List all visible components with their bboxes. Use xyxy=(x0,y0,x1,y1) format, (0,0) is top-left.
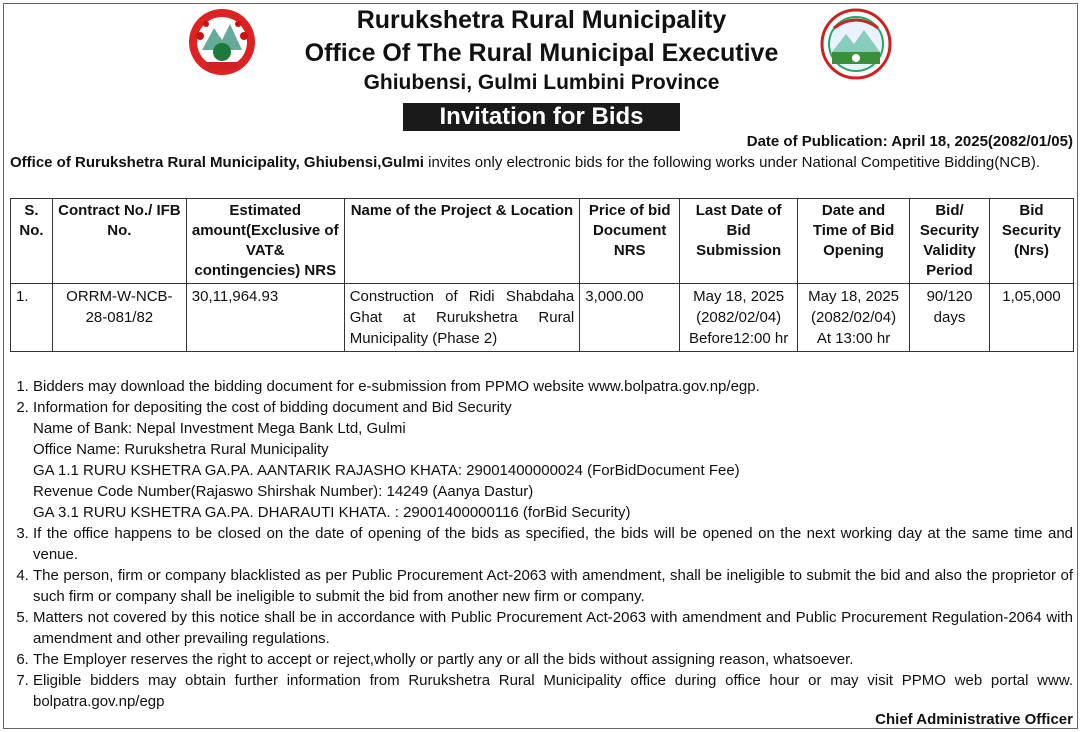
list-item: 5. Matters not covered by this notice shall be in accordance with Public Procurement Act-2063 with amendment and Public Procurement Regulation-2064 with amendment and other prevailing regulations. xyxy=(33,607,1073,649)
office-name-line: Office Name: Rurukshetra Rural Municipality xyxy=(33,441,329,458)
intro-office: Office of Rurukshetra Rural Municipality, Ghiubensi,Gulmi xyxy=(10,154,424,171)
municipality-name: Rurukshetra Rural Municipality xyxy=(356,6,727,34)
col-header-price: Price of bid Document NRS xyxy=(580,199,680,284)
col-header-project: Name of the Project & Location xyxy=(344,199,580,284)
cell-sno: 1. xyxy=(11,284,53,352)
col-header-amount: Estimated amount(Exclusive of VAT& contingencies) NRS xyxy=(186,199,344,284)
account-document-fee: GA 1.1 RURU KSHETRA GA.PA. AANTARIK RAJASHO KHATA: 29001400000024 (ForBidDocument Fee) xyxy=(33,462,740,479)
cell-validity: 90/120 days xyxy=(910,284,990,352)
col-header-opening: Date and Time of Bid Opening xyxy=(798,199,910,284)
table-header-row xyxy=(11,199,1074,284)
cell-security: 1,05,000 xyxy=(989,284,1073,352)
note-2-heading: Information for depositing the cost of bidding document and Bid Security xyxy=(33,399,512,416)
office-name: Office Of The Rural Municipal Executive xyxy=(304,39,779,67)
list-item: 3. If the office happens to be closed on the date of opening of the bids as specified, the bids will be opened on the next working day at the same time and venue. xyxy=(33,523,1073,565)
table-row xyxy=(11,284,1074,352)
intro-paragraph xyxy=(10,153,1073,173)
cell-price: 3,000.00 xyxy=(580,284,680,352)
cell-contract: ORRM-W-NCB-28-081/82 xyxy=(52,284,186,352)
intro-text: invites only electronic bids for the following works under National Competitive Bidding(NCB). xyxy=(423,154,1041,171)
list-item: 7. Eligible bidders may obtain further information from Rurukshetra Rural Municipality office during office hour or may visit PPMO web portal www. bolpatra.gov.np/egp xyxy=(33,670,1073,712)
cell-opening: May 18, 2025 (2082/02/04) At 13:00 hr xyxy=(798,284,910,352)
list-item xyxy=(33,397,1073,523)
list-item: 1. Bidders may download the bidding document for e-submission from PPMO website www.bolpatra.gov.np/egp. xyxy=(33,376,1073,397)
col-header-sno: S. No. xyxy=(11,199,53,284)
bids-table xyxy=(10,198,1074,352)
revenue-code: Revenue Code Number(Rajaswo Shirshak Number): 14249 (Aanya Dastur) xyxy=(33,483,534,500)
account-bid-security: GA 3.1 RURU KSHETRA GA.PA. DHARAUTI KHATA. : 29001400000116 (forBid Security) xyxy=(33,504,631,521)
publication-date: Date of Publication: April 18, 2025(2082/01/05) xyxy=(746,133,1073,150)
col-header-security: Bid Security (Nrs) xyxy=(989,199,1073,284)
col-header-validity: Bid/ Security Validity Period xyxy=(910,199,990,284)
col-header-contract: Contract No./ IFB No. xyxy=(52,199,186,284)
office-address: Ghiubensi, Gulmi Lumbini Province xyxy=(363,71,720,94)
col-header-last-date: Last Date of Bid Submission xyxy=(680,199,798,284)
notice-title-banner: Invitation for Bids xyxy=(403,103,680,131)
cell-project: Construction of Ridi Shabdaha Ghat at Rurukshetra Rural Municipality (Phase 2) xyxy=(344,284,580,352)
cell-amount: 30,11,964.93 xyxy=(186,284,344,352)
list-item: 6. The Employer reserves the right to accept or reject,wholly or partly any or all the bids without assigning reason, whatsoever. xyxy=(33,649,1073,670)
bank-name: Name of Bank: Nepal Investment Mega Bank Ltd, Gulmi xyxy=(33,420,406,437)
list-item: 4. The person, firm or company blacklisted as per Public Procurement Act-2063 with amendment, shall be ineligible to submit the bid and also the proprietor of such firm or company shall be ineligible to submit the bid from another new firm or company. xyxy=(33,565,1073,607)
signature: Chief Administrative Officer xyxy=(875,711,1073,728)
notes-list xyxy=(10,376,1073,712)
cell-last-date: May 18, 2025 (2082/02/04) Before12:00 hr xyxy=(680,284,798,352)
